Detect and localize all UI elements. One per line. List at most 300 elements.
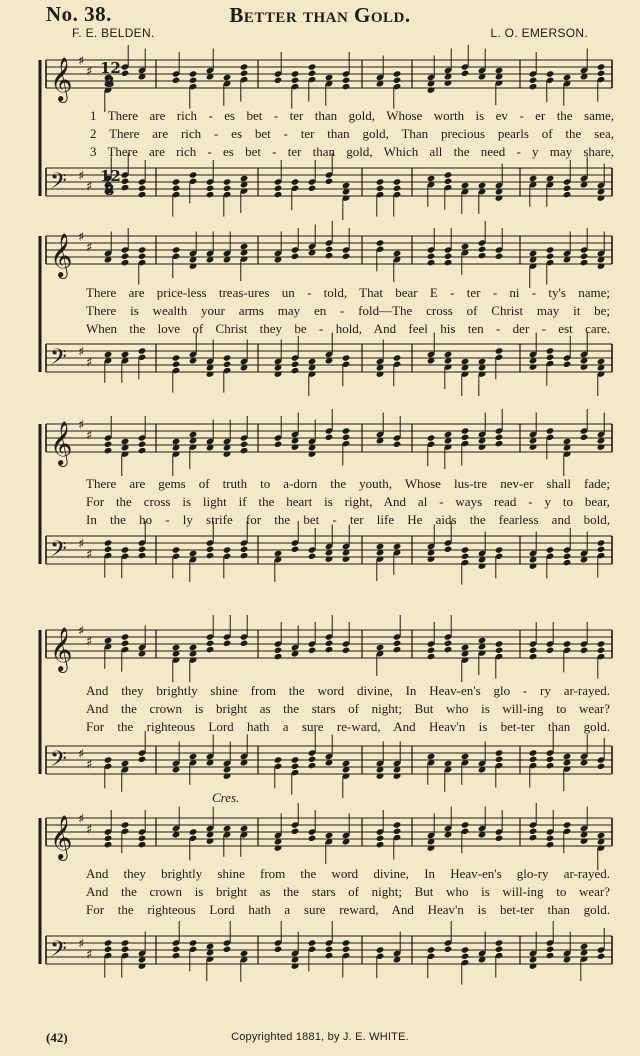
lyric-line-s1-v2: 2 There are rich - es bet - ter than gold, Than precious pearls of the sea, [90, 126, 614, 141]
notehead [138, 756, 147, 763]
notehead [274, 647, 283, 654]
notehead [546, 756, 555, 763]
notehead [461, 434, 470, 441]
notehead [104, 351, 113, 358]
sharp-icon: ♯ [78, 747, 85, 762]
notehead [546, 546, 555, 553]
notehead [495, 946, 504, 953]
notehead [461, 70, 470, 77]
notehead [342, 434, 351, 441]
notehead [291, 546, 300, 553]
notehead [478, 637, 487, 644]
notehead [495, 939, 504, 946]
bass-clef-icon: 𝄢 [50, 169, 67, 199]
notehead [308, 835, 317, 842]
notehead [393, 178, 402, 185]
notehead [495, 749, 504, 756]
notehead [376, 841, 385, 848]
notehead [546, 841, 555, 848]
notehead [597, 70, 606, 77]
notehead [240, 441, 249, 448]
notehead [121, 939, 130, 946]
notehead [495, 835, 504, 842]
notehead [291, 77, 300, 84]
notehead [580, 253, 589, 260]
lyric-line-s4-v2: And the crown is bright as the stars of night; But who is will-ing to wear? [86, 701, 610, 716]
notehead [325, 178, 334, 185]
notehead [172, 246, 181, 253]
notehead [546, 253, 555, 260]
notehead [342, 946, 351, 953]
notehead [563, 559, 572, 566]
notehead [495, 546, 504, 553]
notehead [529, 749, 538, 756]
notehead [495, 756, 504, 763]
lyric-line-s3-v1: There are gems of truth to a-dorn the youth, Whose lus-tre nev-er shall fade; [86, 476, 610, 491]
notehead [138, 841, 147, 848]
notehead [172, 178, 181, 185]
notehead [461, 946, 470, 953]
notehead [104, 441, 113, 448]
notehead [597, 640, 606, 647]
notehead [597, 546, 606, 553]
notehead [104, 939, 113, 946]
bass-clef-icon: 𝄢 [50, 937, 67, 967]
notehead [240, 243, 249, 250]
lyric-line-s5-v1: And they brightly shine from the word divine, In Heav-en's glo-ry ar-rayed. [86, 866, 610, 881]
notehead [393, 70, 402, 77]
notehead [121, 351, 130, 358]
lyric-line-s3-v2: For the cross is light if the heart is right, And al - ways read - y to bear, [86, 494, 610, 509]
notehead [189, 644, 198, 651]
copyright-notice: Copyrighted 1881, by J. E. WHITE. [231, 1031, 409, 1043]
notehead [393, 543, 402, 550]
notehead [121, 70, 130, 77]
notehead [461, 182, 470, 189]
notehead [597, 63, 606, 70]
notehead [121, 633, 130, 640]
notehead [563, 191, 572, 198]
notehead [597, 953, 606, 960]
notehead [291, 763, 300, 770]
notehead [223, 361, 232, 368]
notehead [172, 644, 181, 651]
notehead [393, 441, 402, 448]
notehead [342, 253, 351, 260]
notehead [580, 647, 589, 654]
treble-clef-icon: 𝄞 [50, 627, 73, 671]
notehead [189, 550, 198, 557]
time-signature-bottom: 8 [104, 73, 115, 91]
notehead [478, 246, 487, 253]
notehead [342, 760, 351, 767]
notehead [325, 434, 334, 441]
notehead [546, 952, 555, 959]
sharp-icon: ♯ [86, 64, 93, 80]
notehead [546, 762, 555, 769]
bass-clef-icon: 𝄢 [50, 345, 67, 375]
notehead [274, 756, 283, 763]
lyric-line-s1-v1: 1 There are rich - es bet - ter than gold, Whose worth is ev - er the same, [90, 108, 614, 123]
notehead [189, 77, 198, 84]
lyricist-credit: F. E. BELDEN. [72, 26, 155, 40]
lyric-line-s5-v2: And the crown is bright as the stars of night; But who is will-ing to wear? [86, 884, 610, 899]
lyric-line-s2-v2: There is wealth your arms may en - fold—The cross of Christ may it be; [86, 303, 610, 318]
notehead [138, 253, 147, 260]
lyric-line-s5-v3: For the righteous Lord hath a sure reward, And Heav'n is bet-ter than gold. [86, 902, 610, 917]
notehead [240, 825, 249, 832]
notehead [444, 171, 453, 178]
notehead [444, 760, 453, 767]
notehead [444, 546, 453, 553]
notehead [495, 347, 504, 354]
notehead [597, 539, 606, 546]
notehead [580, 434, 589, 441]
notehead [308, 70, 317, 77]
notehead [376, 239, 385, 246]
bass-clef-icon: 𝄢 [50, 747, 67, 777]
notehead [121, 438, 130, 445]
sharp-icon: ♯ [78, 812, 85, 827]
notehead [325, 832, 334, 839]
notehead [427, 946, 436, 953]
notehead [495, 440, 504, 447]
notehead [546, 246, 555, 253]
notehead [546, 70, 555, 77]
notehead [427, 253, 436, 260]
notehead [427, 175, 436, 182]
notehead [444, 178, 453, 185]
notehead [444, 640, 453, 647]
notehead [546, 354, 555, 361]
notehead [121, 184, 130, 191]
notehead [376, 946, 385, 953]
notehead [308, 63, 317, 70]
notehead [206, 546, 215, 553]
notehead [393, 354, 402, 361]
notehead [138, 246, 147, 253]
notehead [291, 361, 300, 368]
notehead [342, 647, 351, 654]
notehead [563, 821, 572, 828]
notehead [189, 70, 198, 77]
notehead [104, 539, 113, 546]
notehead [172, 185, 181, 192]
notehead [189, 431, 198, 438]
notehead [325, 952, 334, 959]
notehead [223, 546, 232, 553]
notehead [172, 361, 181, 368]
notehead [138, 447, 147, 454]
notehead [240, 70, 249, 77]
notehead [461, 821, 470, 828]
hymn-title: Better than Gold. [229, 3, 411, 27]
notehead [376, 543, 385, 550]
notehead [223, 178, 232, 185]
notehead [189, 828, 198, 835]
notehead [291, 178, 300, 185]
notehead [342, 354, 351, 361]
notehead [427, 259, 436, 266]
sharp-icon: ♯ [78, 169, 85, 184]
notehead [325, 74, 334, 81]
notehead [325, 946, 334, 953]
notehead [580, 259, 589, 266]
notehead [223, 640, 232, 647]
notehead [563, 185, 572, 192]
lyric-line-s2-v1: There are price-less treas-ures un - told, That bear E - ter - ni - ty's name; [86, 285, 610, 300]
notehead [138, 835, 147, 842]
dynamic-marking: Cres. [212, 790, 240, 805]
notehead [597, 832, 606, 839]
treble-clef-icon: 𝄞 [50, 421, 73, 465]
notehead [444, 253, 453, 260]
notehead [546, 835, 555, 842]
notehead [172, 946, 181, 953]
notehead [580, 943, 589, 950]
notehead [376, 178, 385, 185]
notehead [529, 250, 538, 257]
notehead [342, 182, 351, 189]
notehead [444, 259, 453, 266]
notehead [342, 939, 351, 946]
notehead [104, 756, 113, 763]
sharp-icon: ♯ [86, 240, 93, 256]
notehead [376, 835, 385, 842]
notehead [206, 640, 215, 647]
notehead [563, 640, 572, 647]
notehead [478, 358, 487, 365]
notehead [461, 358, 470, 365]
notehead [444, 946, 453, 953]
notehead [121, 546, 130, 553]
notehead [121, 640, 130, 647]
notehead [495, 640, 504, 647]
notehead [393, 250, 402, 257]
notehead [189, 939, 198, 946]
notehead [274, 441, 283, 448]
notehead [308, 647, 317, 654]
notehead [529, 828, 538, 835]
notehead [444, 646, 453, 653]
notehead [461, 644, 470, 651]
notehead [529, 175, 538, 182]
notehead [546, 175, 555, 182]
notehead [274, 77, 283, 84]
notehead [138, 546, 147, 553]
notehead [223, 825, 232, 832]
notehead [138, 552, 147, 559]
sharp-icon: ♯ [86, 757, 93, 773]
notehead [223, 74, 232, 81]
notehead [461, 427, 470, 434]
notehead [172, 77, 181, 84]
sharp-icon: ♯ [78, 624, 85, 639]
notehead [138, 441, 147, 448]
notehead [206, 185, 215, 192]
notehead [461, 953, 470, 960]
notehead [274, 185, 283, 192]
treble-clef-icon: 𝄞 [50, 233, 73, 277]
notehead [291, 70, 300, 77]
notehead [240, 552, 249, 559]
notehead [206, 646, 215, 653]
notehead [427, 753, 436, 760]
notehead [495, 253, 504, 260]
notehead [342, 83, 351, 90]
notehead [325, 246, 334, 253]
notehead [495, 647, 504, 654]
notehead [189, 753, 198, 760]
notehead [393, 77, 402, 84]
notehead [563, 74, 572, 81]
notehead [325, 646, 334, 653]
sharp-icon: ♯ [86, 822, 93, 838]
notehead [308, 553, 317, 560]
notehead [597, 358, 606, 365]
sharp-icon: ♯ [86, 947, 93, 963]
notehead [274, 191, 283, 198]
notehead [461, 243, 470, 250]
notehead [529, 756, 538, 763]
notehead [495, 67, 504, 74]
notehead [393, 646, 402, 653]
notehead [240, 447, 249, 454]
sharp-icon: ♯ [86, 355, 93, 371]
notehead [121, 821, 130, 828]
notehead [393, 821, 402, 828]
notehead [563, 361, 572, 368]
lyric-line-s4-v3: For the righteous Lord hath a sure re-ward, And Heav'n is bet-ter than gold. [86, 719, 610, 734]
notehead [342, 77, 351, 84]
notehead [206, 552, 215, 559]
notehead [478, 252, 487, 259]
notehead [308, 756, 317, 763]
notehead [546, 347, 555, 354]
notehead [172, 952, 181, 959]
notehead [206, 943, 215, 950]
notehead [104, 546, 113, 553]
notehead [104, 447, 113, 454]
sharp-icon: ♯ [86, 428, 93, 444]
notehead [461, 546, 470, 553]
lyric-line-s3-v3: In the ho - ly strife for the bet - ter life He aids the fearless and bold, [86, 512, 610, 527]
treble-clef-icon: 𝄞 [50, 57, 73, 101]
sharp-icon: ♯ [78, 937, 85, 952]
page-number: (42) [46, 1030, 68, 1045]
notehead [223, 946, 232, 953]
notehead [121, 178, 130, 185]
notehead [546, 946, 555, 953]
notehead [478, 182, 487, 189]
notehead [240, 63, 249, 70]
notehead [461, 753, 470, 760]
notehead [138, 347, 147, 354]
notehead [444, 431, 453, 438]
notehead [308, 185, 317, 192]
notehead [138, 191, 147, 198]
notehead [104, 835, 113, 842]
lyric-line-s1-v3: 3 There are rich - es bet - ter than gold, Which all the need - y may share, [90, 144, 614, 159]
time-signature-bottom: 8 [104, 181, 115, 199]
notehead [291, 828, 300, 835]
notehead [206, 191, 215, 198]
notehead [325, 252, 334, 259]
notehead [546, 647, 555, 654]
notehead [104, 841, 113, 848]
notehead [563, 438, 572, 445]
notehead [393, 185, 402, 192]
notehead [121, 259, 130, 266]
notehead [563, 553, 572, 560]
notehead [308, 939, 317, 946]
notehead [563, 753, 572, 760]
notehead [597, 647, 606, 654]
sharp-icon: ♯ [78, 418, 85, 433]
sharp-icon: ♯ [78, 345, 85, 360]
notehead [427, 647, 436, 654]
notehead [172, 546, 181, 553]
notehead [427, 653, 436, 660]
notehead [546, 427, 555, 434]
notehead [291, 253, 300, 260]
notehead [444, 351, 453, 358]
notehead [138, 185, 147, 192]
notehead [529, 83, 538, 90]
lyric-line-s2-v3: When the love of Christ they be - hold, And feel his ten - der - est care. [86, 321, 610, 336]
hymn-number: No. 38. [46, 2, 112, 26]
sharp-icon: ♯ [78, 230, 85, 245]
sharp-icon: ♯ [86, 547, 93, 563]
notehead [274, 653, 283, 660]
notehead [597, 763, 606, 770]
notehead [240, 546, 249, 553]
notehead [325, 640, 334, 647]
bass-clef-icon: 𝄢 [50, 537, 67, 567]
notehead [240, 950, 249, 957]
notehead [291, 756, 300, 763]
notehead [172, 438, 181, 445]
notehead [121, 946, 130, 953]
notehead [342, 427, 351, 434]
notehead [223, 185, 232, 192]
notehead [495, 434, 504, 441]
composer-credit: L. O. EMERSON. [490, 26, 588, 40]
notehead [529, 647, 538, 654]
notehead [529, 834, 538, 841]
notehead [308, 762, 317, 769]
sharp-icon: ♯ [78, 537, 85, 552]
notehead [104, 946, 113, 953]
notehead [376, 644, 385, 651]
time-signature-top: 12 [100, 59, 121, 77]
notehead [529, 77, 538, 84]
sharp-icon: ♯ [86, 179, 93, 195]
notehead [308, 358, 317, 365]
notehead [172, 354, 181, 361]
notehead [240, 175, 249, 182]
sharp-icon: ♯ [78, 54, 85, 69]
notehead [274, 946, 283, 953]
notehead [393, 640, 402, 647]
notehead [104, 637, 113, 644]
sharp-icon: ♯ [86, 634, 93, 650]
notehead [376, 185, 385, 192]
notehead [427, 434, 436, 441]
notehead [223, 354, 232, 361]
notehead [189, 171, 198, 178]
time-signature-top: 12 [100, 167, 121, 185]
